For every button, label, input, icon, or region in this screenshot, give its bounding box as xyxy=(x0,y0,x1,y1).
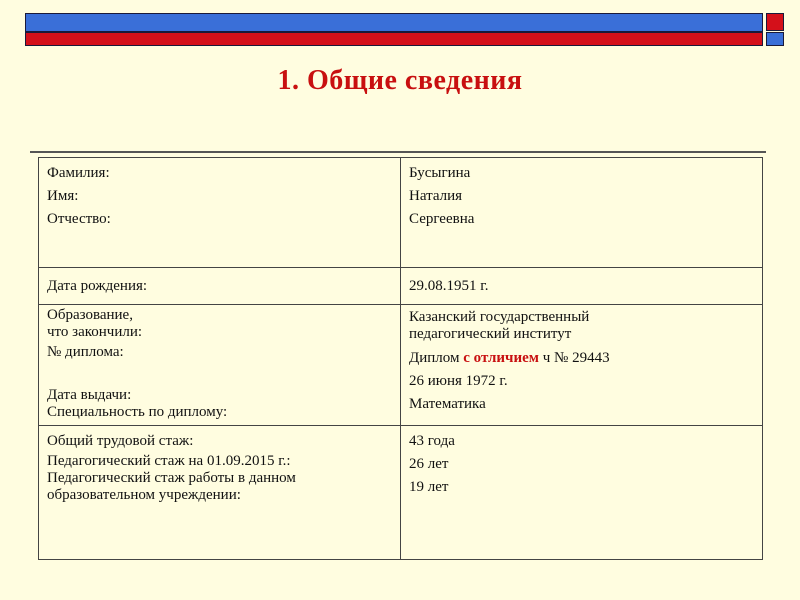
header-bar-blue xyxy=(25,13,763,32)
personal-values-cell xyxy=(401,158,763,268)
experience-values-cell xyxy=(401,426,763,560)
value-diploma xyxy=(409,347,754,370)
table-row-personal xyxy=(39,158,763,268)
value-name: Наталия xyxy=(409,188,463,204)
label-specialty: Специальность по диплому: xyxy=(47,404,228,420)
table-row-birth xyxy=(39,268,763,305)
label-name: Имя: xyxy=(47,188,79,204)
value-institute-line1: Казанский государственный xyxy=(409,309,590,325)
label-surname: Фамилия: xyxy=(47,165,110,181)
value-patronymic: Сергеевна xyxy=(409,211,475,227)
value-birth-date: 29.08.1951 г. xyxy=(401,268,763,305)
title-divider xyxy=(30,151,766,153)
label-education: Образование, xyxy=(47,307,133,323)
value-surname: Бусыгина xyxy=(409,165,471,181)
value-total-experience: 43 года xyxy=(409,433,455,449)
value-issue-date: 26 июня 1972 г. xyxy=(409,373,508,389)
education-labels-cell xyxy=(39,305,401,426)
label-institution-experience-line1: Педагогический стаж работы в данном xyxy=(47,470,296,486)
label-graduated: что закончили: xyxy=(47,324,143,340)
page-title: 1. Общие сведения xyxy=(277,65,523,96)
info-table xyxy=(38,157,763,560)
label-issue-date: Дата выдачи: xyxy=(47,387,132,403)
value-institute-line2: педагогический институт xyxy=(409,326,572,342)
value-institution-experience: 19 лет xyxy=(409,479,449,495)
label-total-experience: Общий трудовой стаж: xyxy=(47,433,194,449)
label-teaching-experience: Педагогический стаж на 01.09.2015 г.: xyxy=(47,453,291,469)
label-birth-date: Дата рождения: xyxy=(39,268,401,305)
label-institution-experience-line2: образовательном учреждении: xyxy=(47,487,241,503)
label-diploma-number: № диплома: xyxy=(47,344,124,360)
spacer xyxy=(47,364,392,387)
diploma-honors: с отличием xyxy=(463,350,539,366)
table-row-experience xyxy=(39,426,763,560)
corner-square-red xyxy=(766,13,784,31)
corner-square-blue xyxy=(766,32,784,46)
value-teaching-experience: 26 лет xyxy=(409,456,449,472)
experience-labels-cell xyxy=(39,426,401,560)
diploma-prefix: Диплом xyxy=(409,350,460,366)
header-bar-red xyxy=(25,32,763,46)
diploma-number: ч № 29443 xyxy=(542,350,610,366)
label-patronymic: Отчество: xyxy=(47,211,111,227)
table-row-education xyxy=(39,305,763,426)
value-specialty: Математика xyxy=(409,396,486,412)
education-values-cell xyxy=(401,305,763,426)
personal-labels-cell xyxy=(39,158,401,268)
